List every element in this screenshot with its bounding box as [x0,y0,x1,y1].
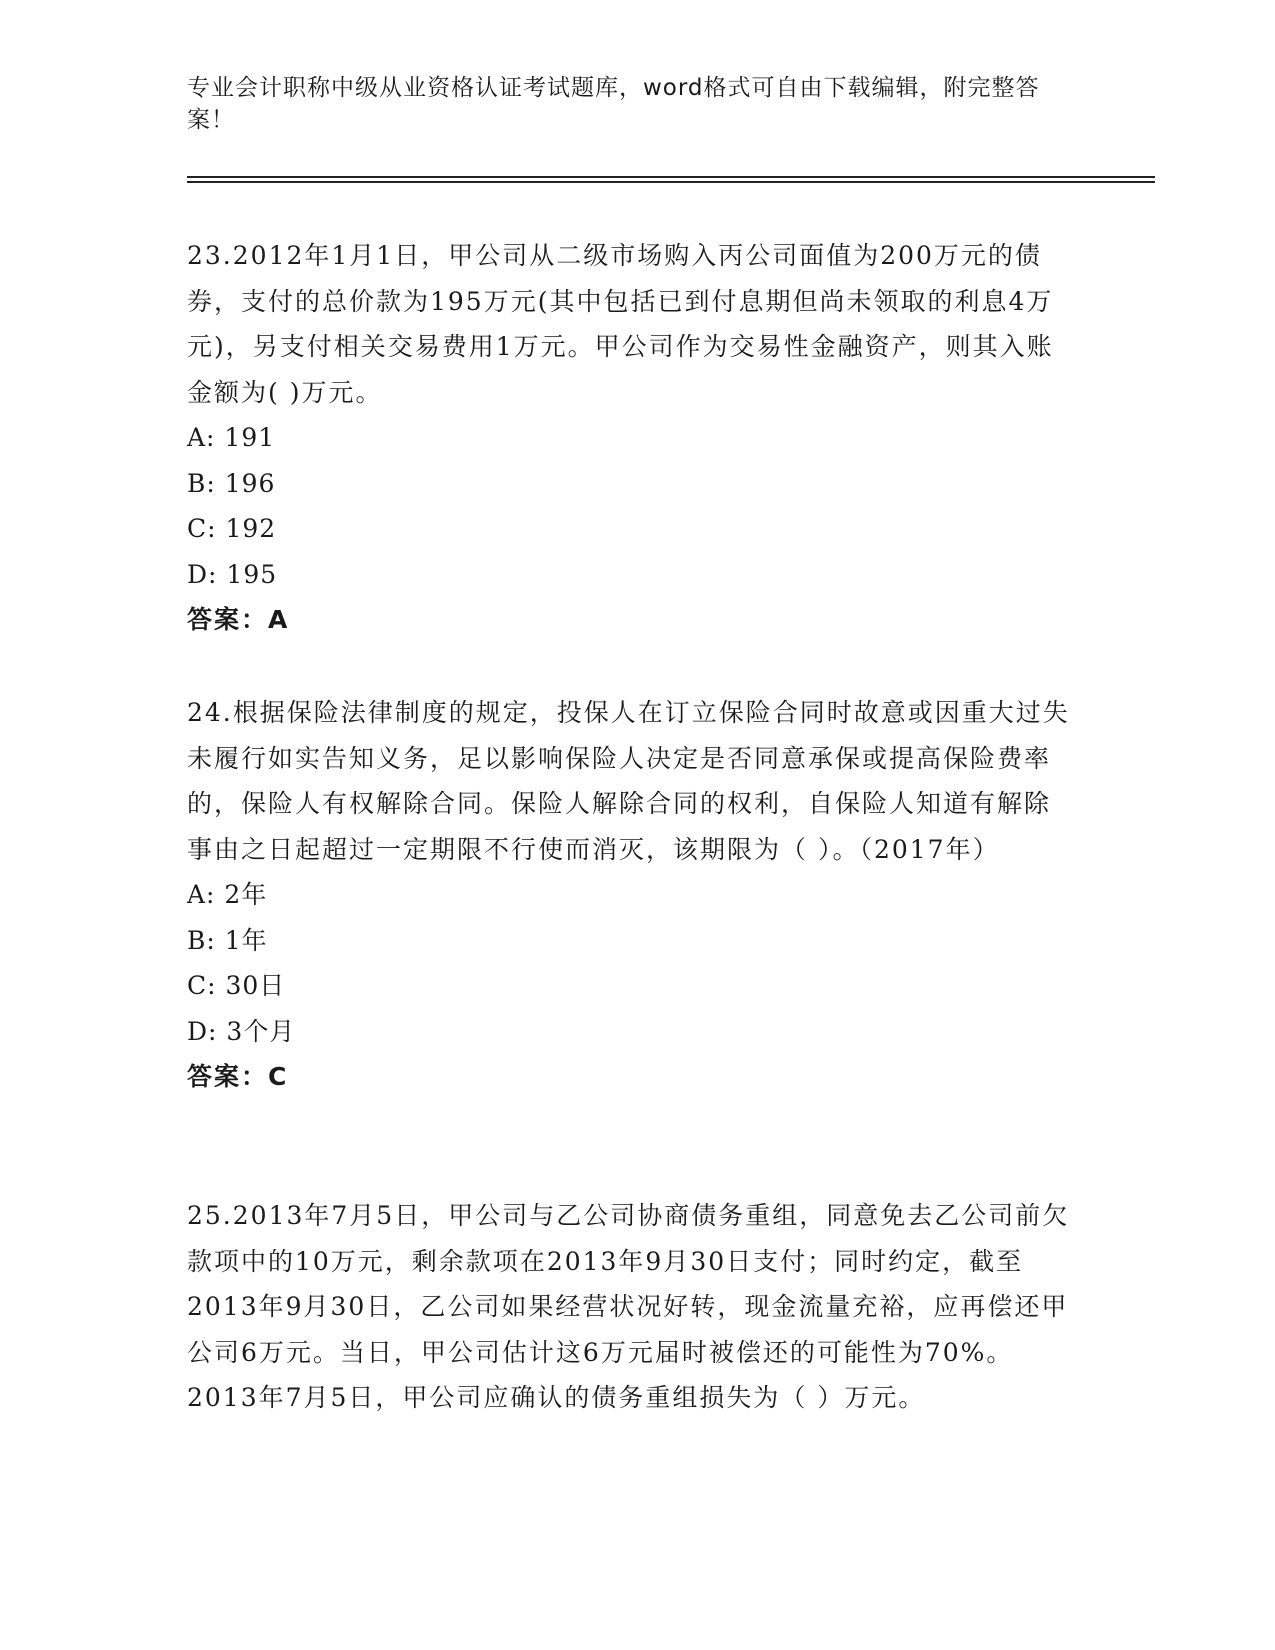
answer: 答案：A [187,605,290,634]
question-23 [187,233,1077,643]
option-a: A: 191 [187,423,276,452]
question-25 [187,1193,1077,1421]
option-d: D: 195 [187,559,278,589]
option-d: D: 3个月 [187,1016,296,1046]
option-a: A: 2年 [187,880,268,909]
header-divider-bottom [187,181,1155,183]
answer: 答案：C [187,1062,289,1091]
page-header: 专业会计职称中级从业资格认证考试题库，word格式可自由下载编辑，附完整答案！ [187,75,1040,133]
option-b: B: 1年 [187,925,268,955]
question-text: 25.2013年7月5日，甲公司与乙公司协商债务重组，同意免去乙公司前欠款项中的10万元，剩余款项在2013年9月30日支付；同时约定，截至2013年9月30日，乙公司如果经营状况好转，现金流量充裕，应再偿还甲公司6万元。当日，甲公司估计这6万元届时被偿还的可能性为70%。2013年7月5日，甲公司应确认的债务重组损失为（ ）万元。 [187,1201,1070,1412]
question-24 [187,690,1077,1100]
option-c: C: 30日 [187,971,286,1000]
header-divider-top [187,176,1155,178]
question-text: 24.根据保险法律制度的规定，投保人在订立保险合同时故意或因重大过失未履行如实告知义务，足以影响保险人决定是否同意承保或提高保险费率的，保险人有权解除合同。保险人解除合同的权利，自保险人知道有解除事由之日起超过一定期限不行使而消灭，该期限为（ ）。（2017年） [187,698,1070,864]
option-c: C: 192 [187,514,277,543]
question-text: 23.2012年1月1日，甲公司从二级市场购入丙公司面值为200万元的债券，支付的总价款为195万元(其中包括已到付息期但尚未领取的利息4万元)，另支付相关交易费用1万元。甲公司作为交易性金融资产，则其入账金额为( )万元。 [187,241,1054,407]
option-b: B: 196 [187,468,276,498]
